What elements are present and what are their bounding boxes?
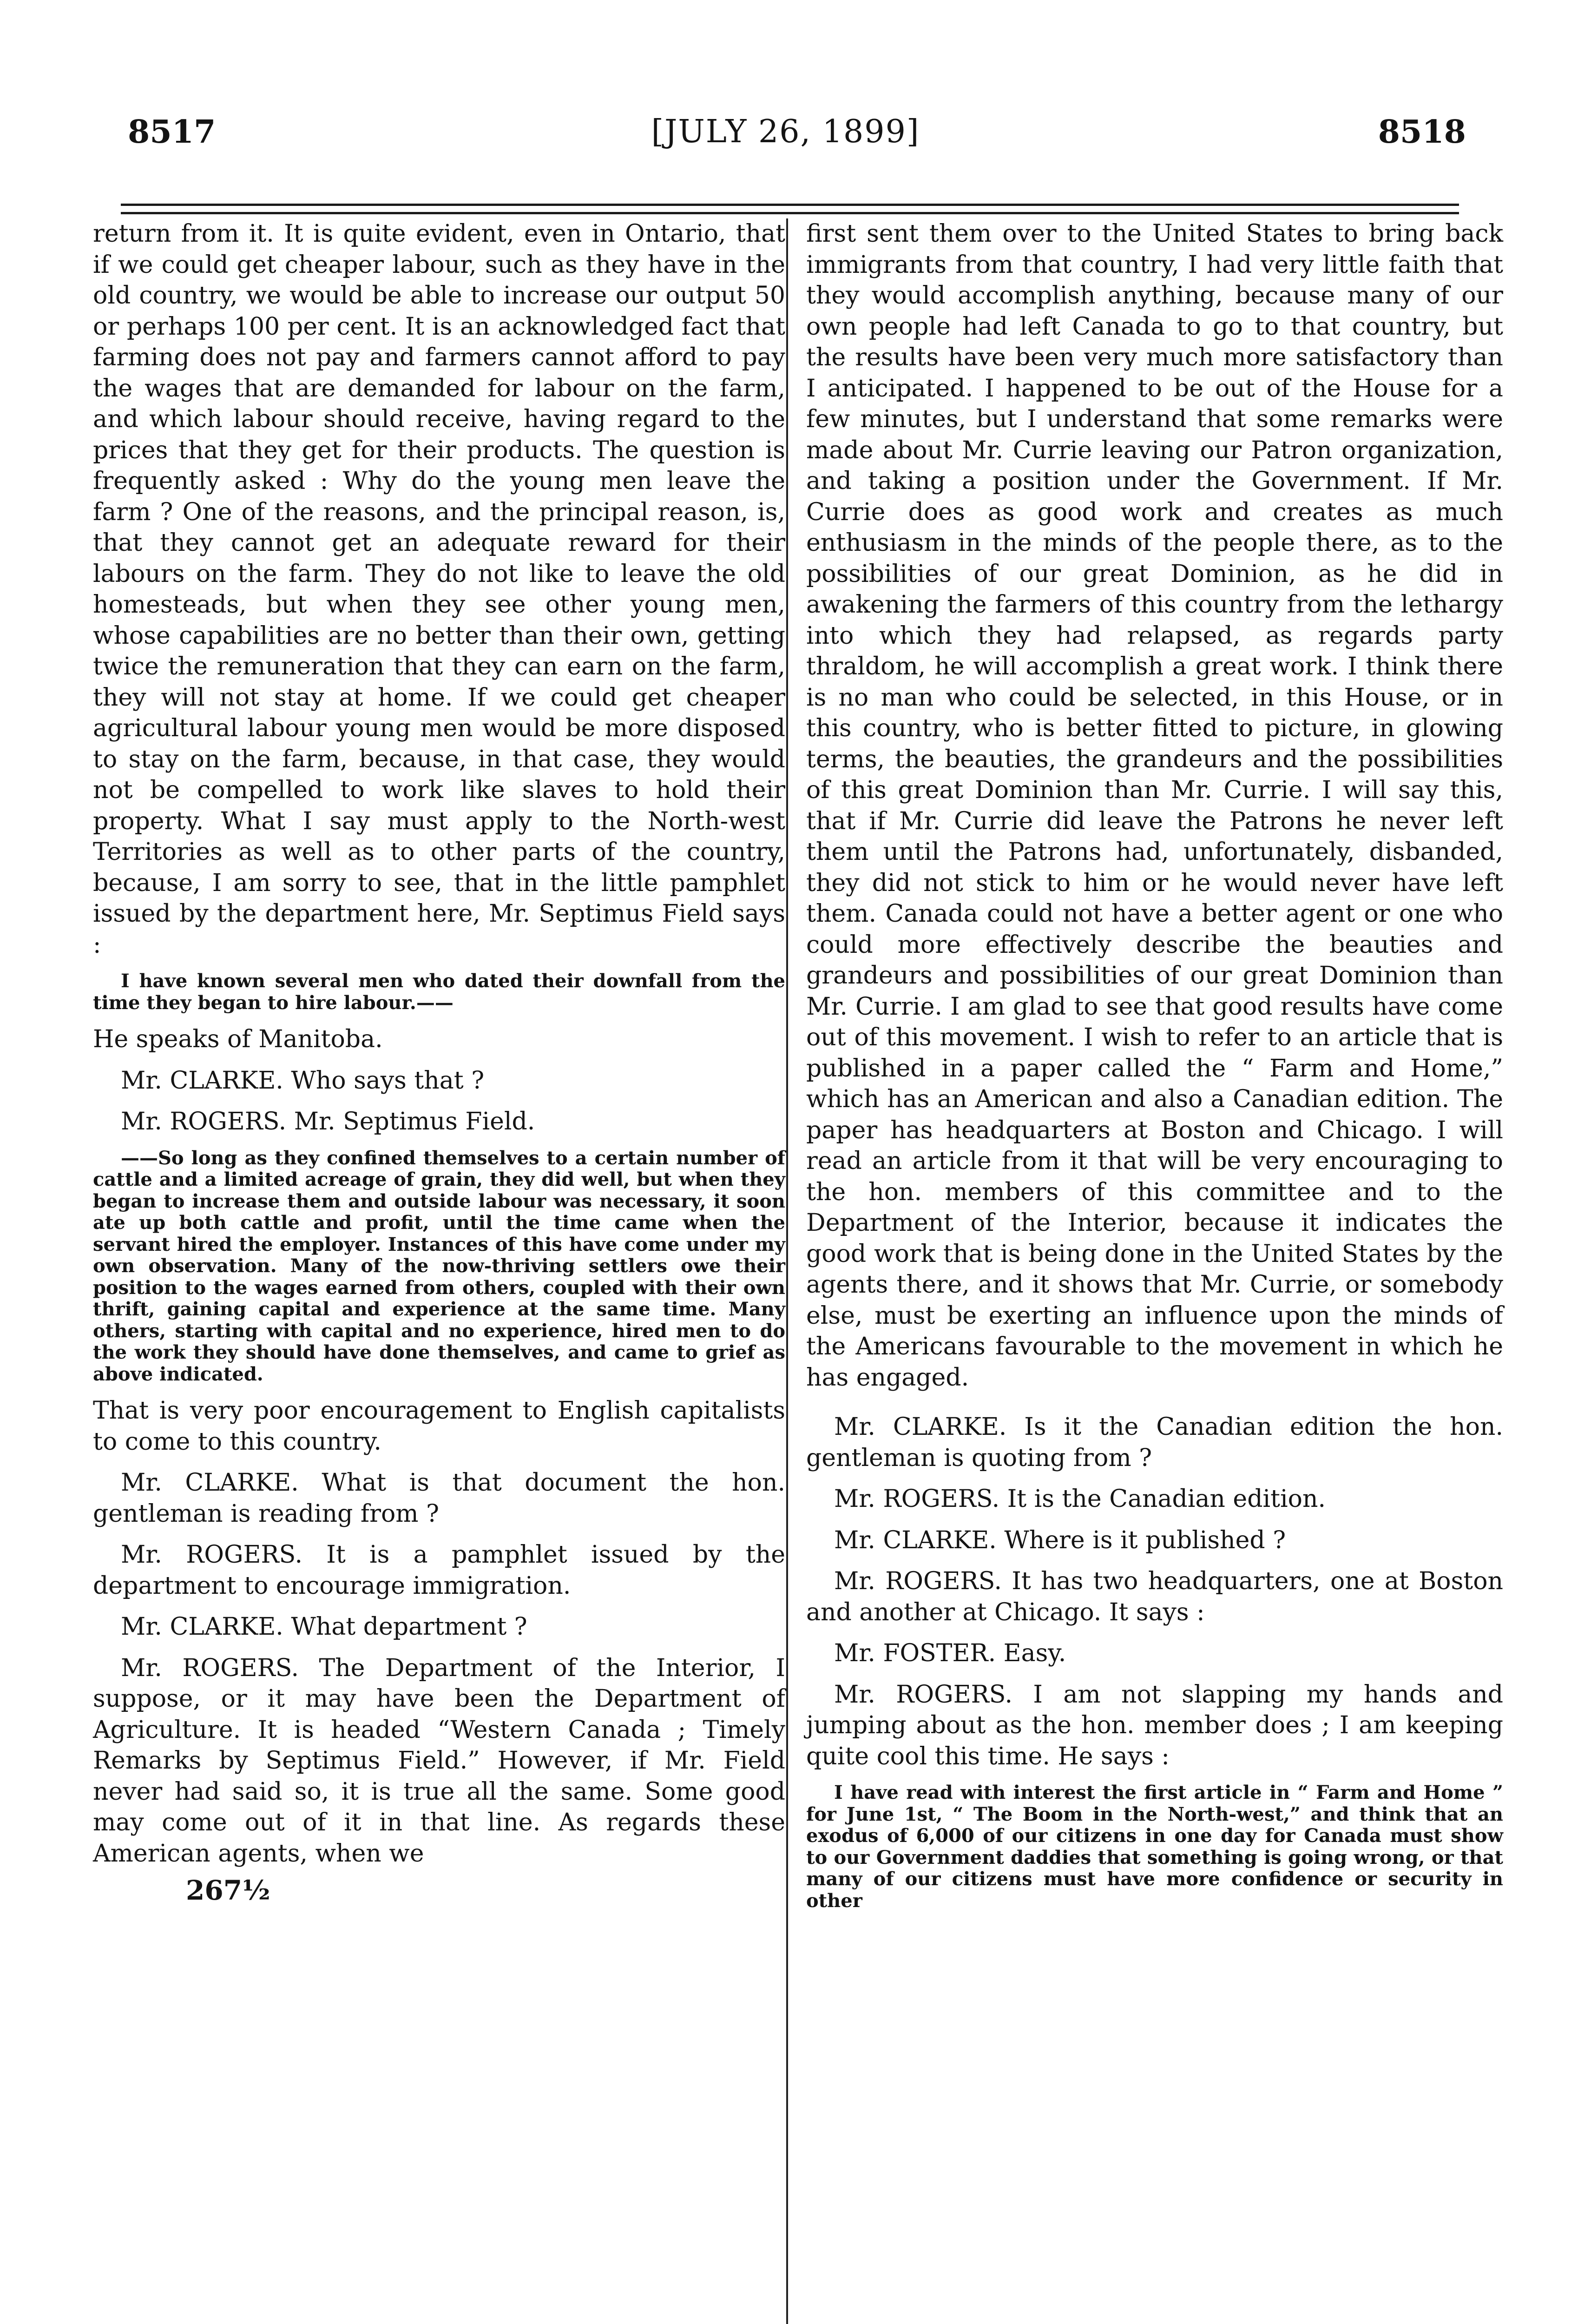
right-quote-1: I have read with interest the first article in “ Farm and Home ” for June 1st, “ The Boom in the North-west,” and think that an exodus of 6,000 of our citizens in one day for Canada must show to our Government daddies that something is going wrong, or that many of our citizens must have more confidence or security in other (806, 1782, 1503, 1912)
signature-mark: 267½ (186, 1875, 270, 1906)
page-number-left: 8517 (128, 113, 216, 151)
right-column (806, 218, 1503, 1912)
right-speech-clarke-1: Mr. CLARKE. Is it the Canadian edition the hon. gentleman is quoting from ? (806, 1413, 1503, 1472)
header-rule-bottom (121, 212, 1459, 214)
right-paragraph-1: first sent them over to the United States to bring back immigrants from that country, I had very little faith that they would accomplish anything, because many of our own people had left Canada to go to that country, but the results have been very much more satisfactory than I anticipated. I happened to be out of the House for a few minutes, but I understand that some remarks were made about Mr. Currie leaving our Patron organization, and taking a position under the Government. If Mr. Currie does as good work and creates as much enthusiasm in the minds of the people there, as to the possibilities of our great Dominion, as he did in awakening the farmers of this country from the lethargy into which they had relapsed, as regards party thraldom, he will accomplish a great work. I think there is no man who could be selected, in this House, or in this country, who is better fitted to picture, in glowing terms, the beauties, the grandeurs and the possibilities of this great Dominion than Mr. Currie. I will say this, that if Mr. Currie did leave the Patrons he never left them until the Patrons had, unfortunately, disbanded, they did not stick to him or he would never have left them. Canada could not have a better agent or one who could more effectively describe the beauties and grandeurs and possibilities of our great Dominion than Mr. Currie. I am glad to see that good results have come out of this movement. I wish to refer to an article that is published in a paper called the “ Farm and Home,” which has an American and also a Canadian edition. The paper has headquarters at Boston and Chicago. I will read an article from it that will be very encouraging to the hon. members of this committee and to the Department of the Interior, because it indicates the good work that is being done in the United States by the agents there, and it shows that Mr. Currie, or somebody else, must be exerting an influence upon the minds of the Americans favourable to the movement in which he has engaged. (806, 220, 1503, 1392)
left-paragraph-3: That is very poor encouragement to English capitalists to come to this country. (93, 1397, 785, 1456)
left-paragraph-1: return from it. It is quite evident, even in Ontario, that if we could get cheaper labour, such as they have in the old country, we would be able to increase our output 50 or perhaps 100 per cent. It is an acknowledged fact that farming does not pay and farmers cannot afford to pay the wages that are demanded for labour on the farm, and which labour should receive, having regard to the prices that they get for their products. The question is frequently asked : Why do the young men leave the farm ? One of the reasons, and the principal reason, is, that they cannot get an adequate reward for their labours on the farm. They do not like to leave the old homesteads, but when they see other young men, whose capabilities are no better than their own, getting twice the remuneration that they can earn on the farm, they will not stay at home. If we could get cheaper agricultural labour young men would be more disposed to stay on the farm, because, in that case, they would not be compelled to work like slaves to hold their property. What I say must apply to the North-west Territories as well as to other parts of the country, because, I am sorry to see, that in the little pamphlet issued by the department here, Mr. Septimus Field says : (93, 220, 785, 959)
left-speech-clarke-2: Mr. CLARKE. What is that document the hon. gentleman is reading from ? (93, 1469, 785, 1528)
left-speech-clarke-1: Mr. CLARKE. Who says that ? (121, 1066, 485, 1095)
right-speech-foster-1: Mr. FOSTER. Easy. (834, 1639, 1066, 1667)
left-speech-clarke-3: Mr. CLARKE. What department ? (121, 1613, 527, 1641)
page-header (0, 113, 1571, 177)
left-column (93, 218, 785, 1906)
left-quote-2: ——So long as they confined themselves to a certain number of cattle and a limited acreage of grain, they did well, but when they began to increase them and outside labour was necessary, it soon ate up both cattle and profit, until the time came when the servant hired the employer. Instances of this have come under my own observation. Many of the now-thriving settlers owe their position to the wages earned from others, coupled with their own thrift, gaining capital and experience at the same time. Many others, starting with capital and no experience, hired men to do the work they should have done themselves, and came to grief as above indicated. (93, 1147, 785, 1385)
right-speech-rogers-3: Mr. ROGERS. I am not slapping my hands and jumping about as the hon. member does ; I am keeping quite cool this time. He says : (806, 1680, 1503, 1770)
right-speech-clarke-2: Mr. CLARKE. Where is it published ? (834, 1526, 1286, 1554)
right-speech-rogers-2: Mr. ROGERS. It has two headquarters, one at Boston and another at Chicago. It says : (806, 1567, 1503, 1626)
right-speech-rogers-1: Mr. ROGERS. It is the Canadian edition. (834, 1485, 1326, 1513)
page-date: [JULY 26, 1899] (651, 113, 920, 150)
left-speech-rogers-1: Mr. ROGERS. Mr. Septimus Field. (121, 1108, 535, 1136)
left-speech-rogers-2: Mr. ROGERS. It is a pamphlet issued by the department to encourage immigration. (93, 1541, 785, 1600)
page-number-right: 8518 (1378, 113, 1466, 151)
left-quote-1: I have known several men who dated their downfall from the time they began to hire labour.—— (93, 970, 785, 1014)
left-paragraph-2: He speaks of Manitoba. (93, 1025, 383, 1053)
column-divider (786, 218, 788, 2324)
header-rule-top (121, 204, 1459, 206)
left-speech-rogers-3: Mr. ROGERS. The Department of the Interior, I suppose, or it may have been the Department of Agriculture. It is headed “Western Canada ; Timely Remarks by Septimus Field.” However, if Mr. Field never had said so, it is true all the same. Some good may come out of it in that line. As regards these American agents, when we (93, 1654, 785, 1868)
